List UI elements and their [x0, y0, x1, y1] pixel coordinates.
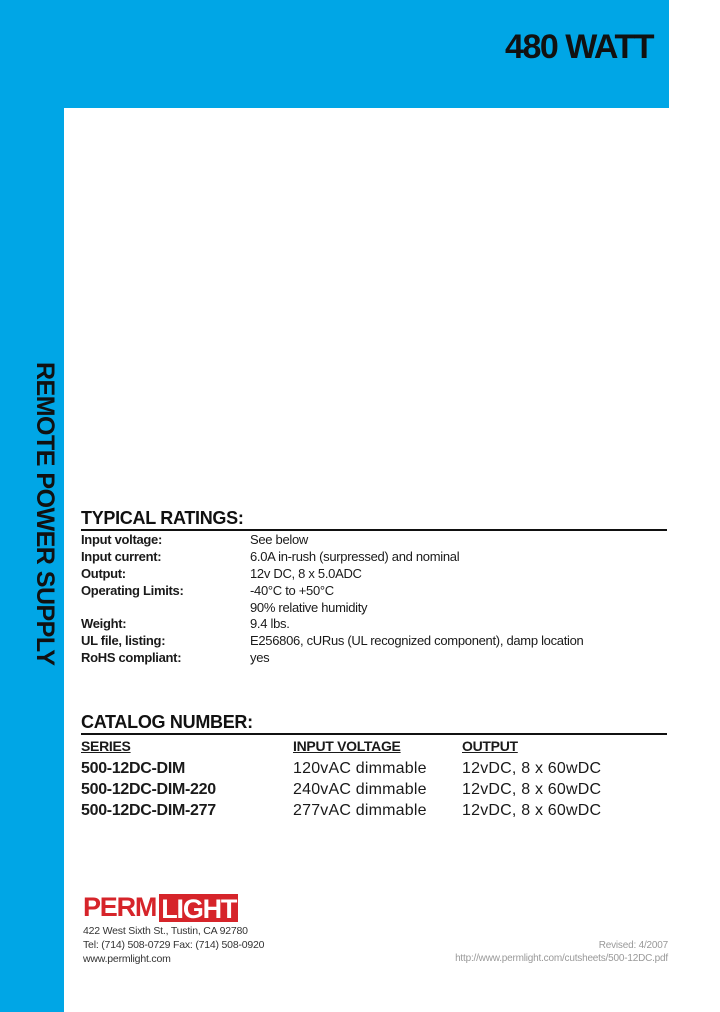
catalog-input-voltage: 240vAC dimmable: [293, 781, 427, 798]
rating-label: Input voltage:: [81, 532, 163, 547]
rating-row: [81, 566, 641, 583]
catalog-row: [81, 758, 661, 779]
company-website[interactable]: www.permlight.com: [83, 953, 171, 965]
ratings-divider: [81, 529, 667, 531]
catalog-table: [81, 738, 661, 821]
catalog-row: [81, 779, 661, 800]
rating-row: [81, 583, 641, 600]
catalog-input-voltage: 277vAC dimmable: [293, 802, 427, 819]
rating-row: [81, 616, 641, 633]
catalog-series: 500-12DC-DIM-220: [81, 781, 216, 798]
rating-label: RoHS compliant:: [81, 650, 182, 666]
catalog-series: 500-12DC-DIM: [81, 760, 185, 777]
rating-label: Operating Limits:: [81, 582, 184, 598]
rating-value: 90% relative humidity: [250, 599, 368, 615]
catalog-output: 12vDC, 8 x 60wDC: [462, 760, 602, 777]
ratings-title: TYPICAL RATINGS:: [81, 508, 244, 528]
catalog-input-voltage: 120vAC dimmable: [293, 760, 427, 777]
rating-value: 9.4 lbs.: [250, 616, 290, 632]
catalog-title: CATALOG NUMBER:: [81, 712, 253, 732]
catalog-row: [81, 800, 661, 821]
rating-value: 6.0A in-rush (surpressed) and nominal: [250, 548, 460, 564]
catalog-divider: [81, 733, 667, 735]
ratings-table: [81, 532, 641, 667]
wattage-title: 480 WATT: [505, 28, 653, 66]
rating-value: See below: [250, 532, 309, 547]
rating-row: [81, 650, 641, 667]
rating-row: [81, 549, 641, 566]
rating-label: Weight:: [81, 616, 127, 632]
rating-value: E256806, cURus (UL recognized component), damp location: [250, 633, 584, 649]
product-category-title: REMOTE POWER SUPPLY: [31, 362, 59, 666]
rating-row: [81, 532, 641, 549]
column-header-output: OUTPUT: [462, 738, 518, 754]
rating-label: Input current:: [81, 548, 162, 564]
rating-row: [81, 600, 641, 617]
catalog-output: 12vDC, 8 x 60wDC: [462, 802, 602, 819]
catalog-output: 12vDC, 8 x 60wDC: [462, 781, 602, 798]
catalog-header-row: [81, 738, 661, 758]
rating-value: 12v DC, 8 x 5.0ADC: [250, 565, 362, 581]
column-header-input-voltage: INPUT VOLTAGE: [293, 738, 401, 754]
revision-date: Revised: 4/2007: [598, 940, 668, 951]
company-address: 422 West Sixth St., Tustin, CA 92780: [83, 925, 248, 937]
company-logo: [83, 892, 238, 922]
rating-value: -40°C to +50°C: [250, 582, 334, 598]
rating-value: yes: [250, 650, 270, 666]
company-phone-fax: Tel: (714) 508-0729 Fax: (714) 508-0920: [83, 939, 265, 951]
catalog-series: 500-12DC-DIM-277: [81, 802, 216, 819]
rating-row: [81, 633, 641, 650]
logo-text-light: LIGHT: [161, 894, 237, 924]
document-url[interactable]: http://www.permlight.com/cutsheets/500-12DC.pdf: [455, 953, 668, 964]
column-header-series: SERIES: [81, 738, 131, 754]
rating-label: UL file, listing:: [81, 633, 166, 649]
logo-text-perm: PERM: [83, 892, 157, 922]
rating-label: Output:: [81, 565, 126, 581]
